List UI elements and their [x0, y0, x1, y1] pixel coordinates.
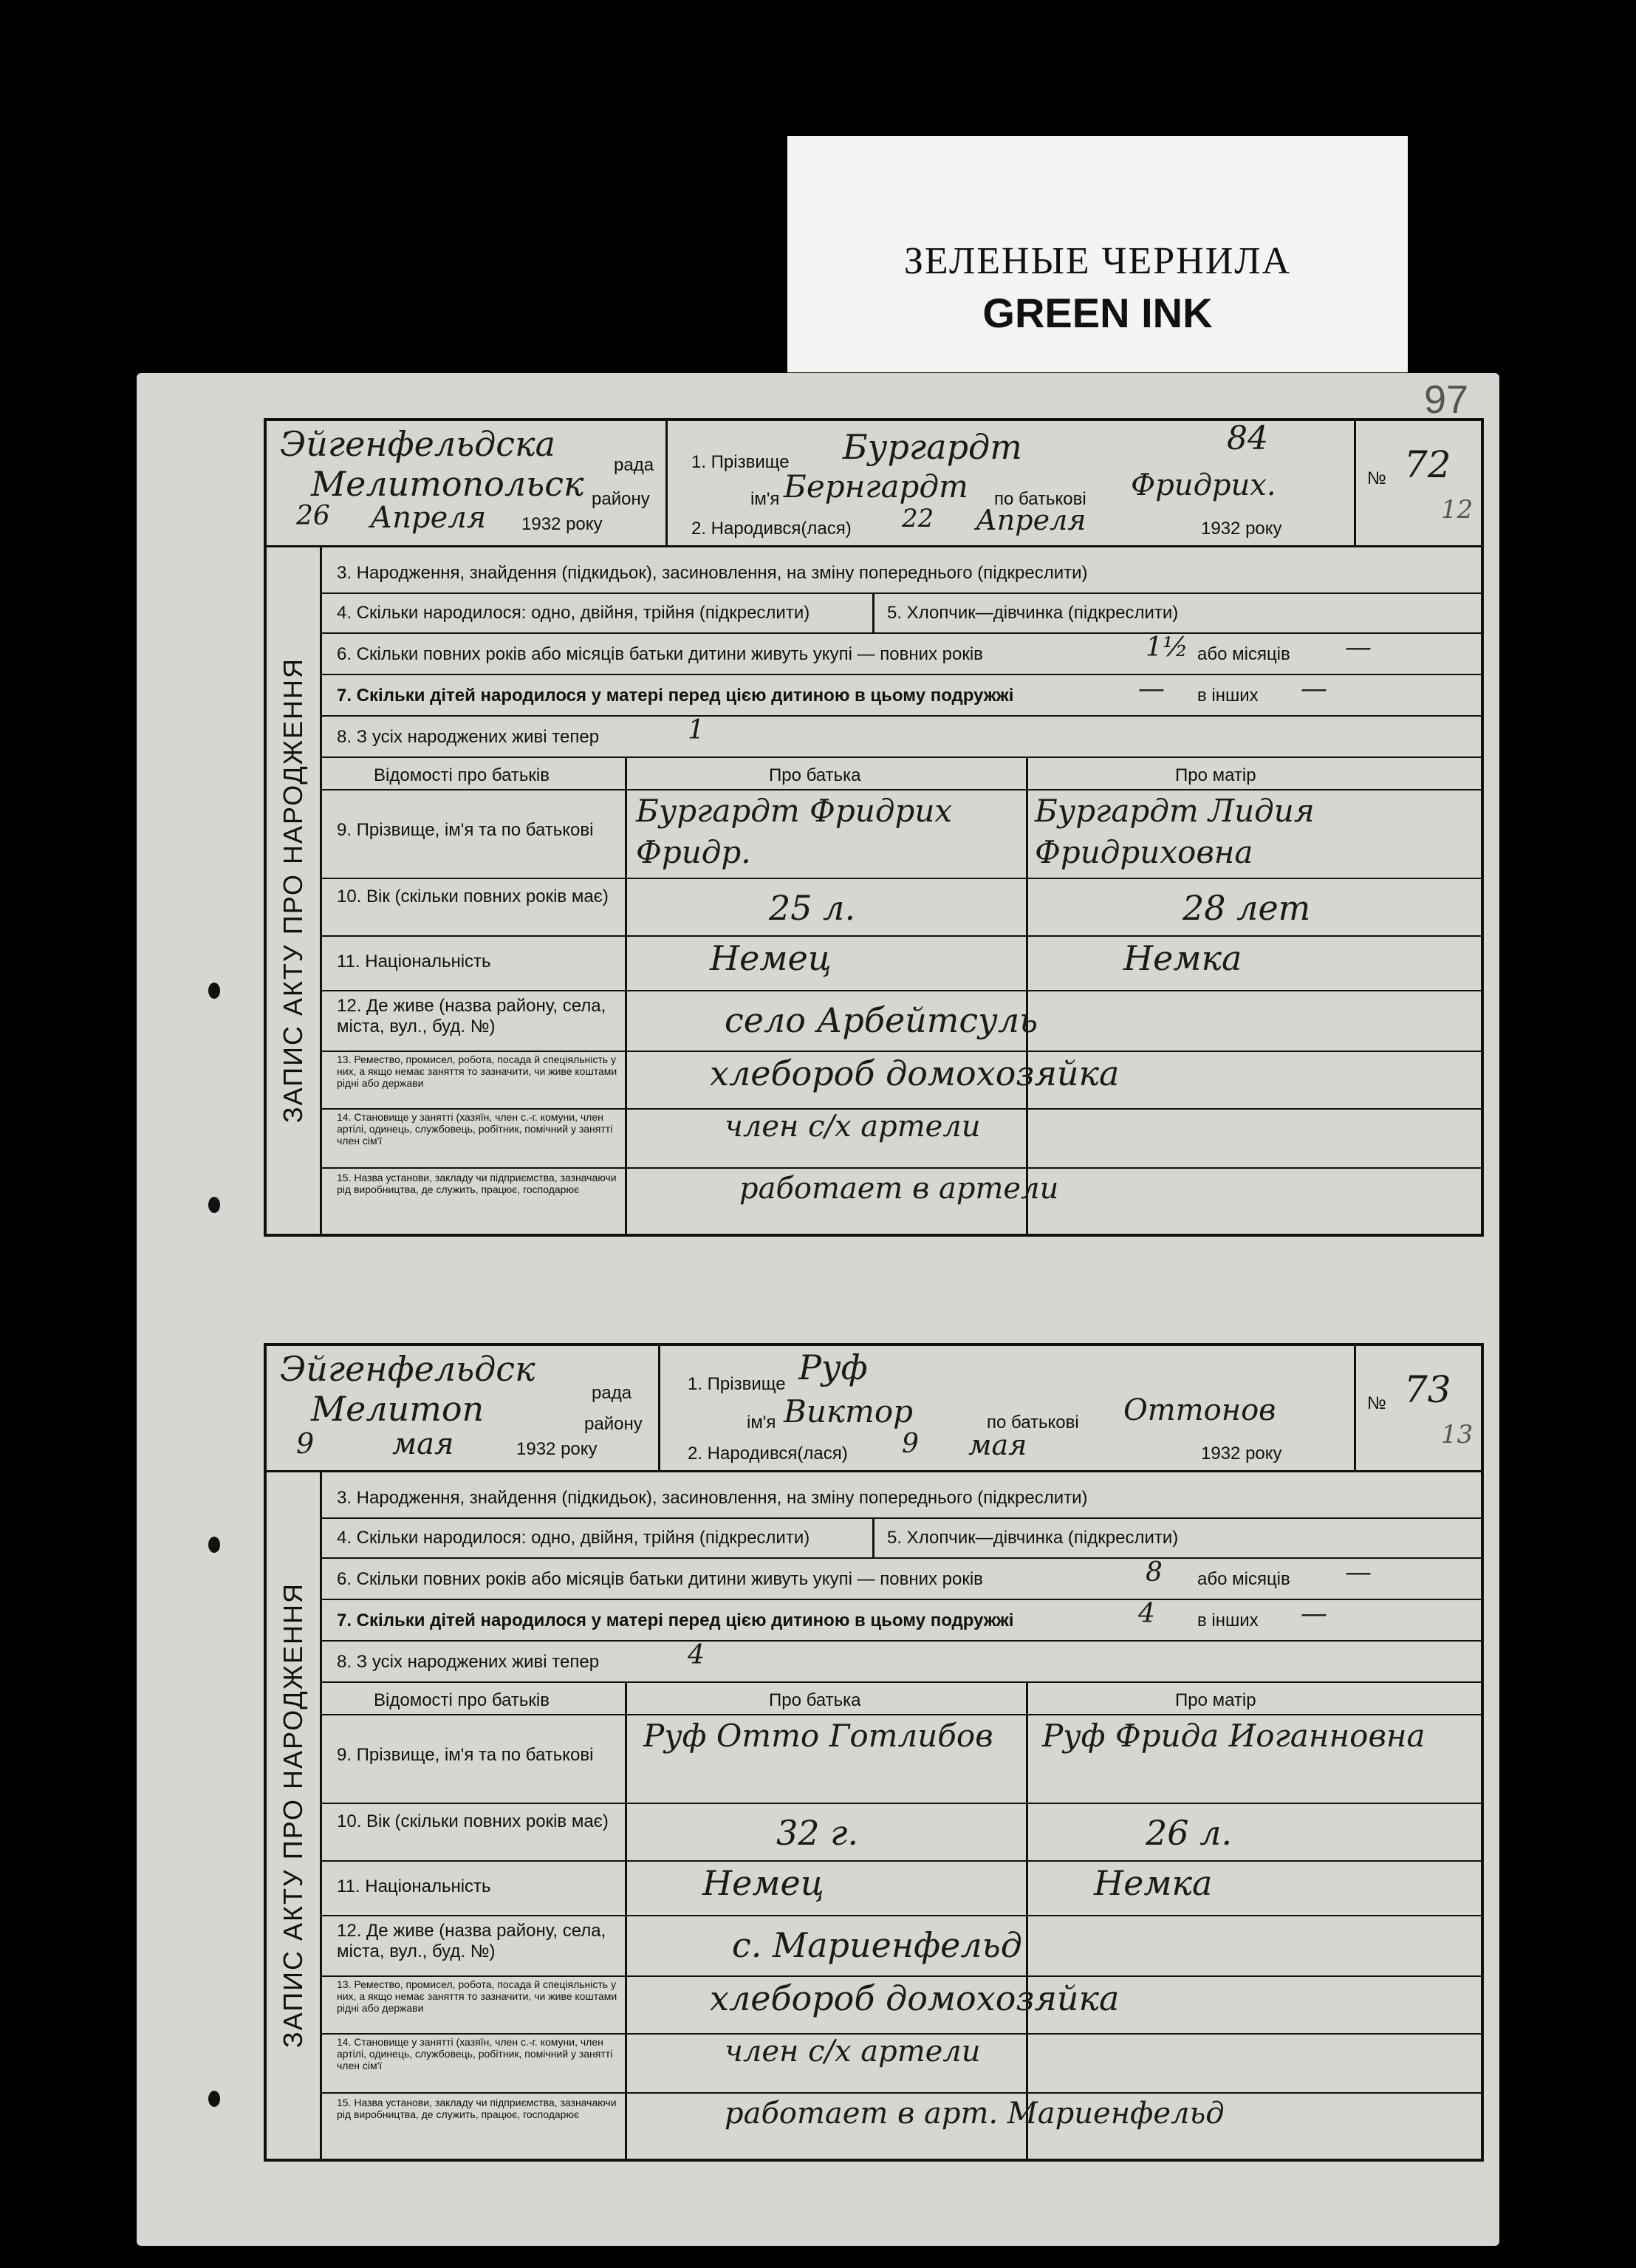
row15: 15. Назва установи, закладу чи підприємства, зазначаючи рід виробництва, де служить, працює, господарює [337, 2097, 617, 2120]
row7b: в інших [1197, 686, 1259, 706]
row6: 6. Скільки повних років або місяців батьки дитини живуть укупі — повних років [337, 644, 983, 664]
year-digit: 2 [551, 514, 561, 534]
rayon-value: Мелитоп [311, 1389, 485, 1429]
mother-nat: Немка [1094, 1863, 1213, 1903]
row4: 4. Скільки народилося: одно, двійня, трійня (підкреслити) [337, 603, 810, 623]
born-roku: року [1245, 519, 1282, 539]
roku-label: року [561, 1439, 598, 1459]
page-number: 97 [1424, 378, 1469, 422]
row6b: або місяців [1197, 1569, 1290, 1589]
father-name: Бургардт Фридрих Фридр. [636, 793, 953, 870]
position: член с/х артели [725, 1110, 981, 1144]
year-prefix: 193 [521, 514, 552, 534]
rada-value: Эйгенфельдск [280, 1349, 535, 1389]
institution: работает в арт. Мариенфельд [725, 2097, 1225, 2131]
row6b: або місяців [1197, 644, 1290, 664]
patronymic-label: по батькові [987, 1413, 1079, 1432]
other-children: — [1301, 1599, 1327, 1629]
h-parents: Відомості про батьків [374, 1690, 550, 1710]
row5: 5. Хлопчик—дівчинка (підкреслити) [887, 603, 1179, 623]
record-subnumber: 13 [1441, 1420, 1474, 1449]
born-label: 2. Народився(лася) [688, 1444, 848, 1463]
row12: 12. Де живе (назва району, села, міста, вул., буд. №) [337, 1921, 606, 1961]
born-month: мая [968, 1429, 1027, 1461]
years-together: 8 [1146, 1557, 1163, 1588]
month-value: мая [392, 1427, 454, 1461]
row3: 3. Народження, знайдення (підкидьок), засиновлення, на зміну попереднього (підкреслити) [337, 1488, 1088, 1508]
mother-name: Руф Фрида Иоганновна [1042, 1718, 1425, 1754]
name-label: ім'я [747, 1413, 776, 1432]
alive-value: 4 [688, 1640, 705, 1670]
extra-number: 84 [1227, 420, 1268, 457]
rayon-label: району [592, 489, 650, 509]
birth-record-2 [264, 1343, 1484, 2162]
record-header [267, 1346, 1481, 1472]
row9: 9. Прізвище, ім'я та по батькові [337, 820, 594, 840]
prev-children: 4 [1138, 1599, 1155, 1629]
birth-record-1 [264, 418, 1484, 1237]
rada-label: рада [614, 455, 654, 475]
patronymic-value: Оттонов [1123, 1393, 1276, 1427]
alive-value: 1 [688, 715, 705, 745]
occupation: хлебороб домохозяйка [710, 1053, 1120, 1093]
patronymic-value: Фридрих. [1131, 468, 1276, 502]
row3: 3. Народження, знайдення (підкидьок), засиновлення, на зміну попереднього (підкреслити) [337, 563, 1088, 583]
mother-age: 28 лет [1182, 888, 1311, 928]
surname-label: 1. Прізвище [691, 452, 790, 472]
row9: 9. Прізвище, ім'я та по батькові [337, 1745, 594, 1765]
surname-value: Руф [798, 1348, 868, 1387]
born-day: 9 [902, 1429, 919, 1459]
rada-value: Эйгенфельдска [280, 424, 555, 464]
rada-label: рада [592, 1383, 632, 1403]
row4: 4. Скільки народилося: одно, двійня, трійня (підкреслити) [337, 1528, 810, 1548]
born-label: 2. Народився(лася) [691, 519, 852, 539]
day-value: 9 [296, 1427, 315, 1460]
born-year-digit: 2 [1231, 1444, 1241, 1463]
row14: 14. Становище у занятті (хазяїн, член с.-г. комуни, член артілі, одинець, службовець, робітник, помічний у занятті член сім'ї [337, 1111, 613, 1147]
side-title [267, 545, 322, 1234]
row13: 13. Ремество, промисел, робота, посада й спеціяльність у них, а якщо немає заняття то зазначити, чи живе коштами рідні або держави [337, 1978, 617, 2014]
row12: 12. Де живе (назва району, села, міста, вул., буд. №) [337, 996, 606, 1036]
ink-label [787, 136, 1408, 372]
born-day: 22 [902, 504, 934, 533]
other-children: — [1301, 674, 1327, 704]
year-prefix: 193 [516, 1439, 547, 1459]
name-label: ім'я [750, 489, 780, 509]
record-number: 73 [1404, 1368, 1451, 1411]
mother-age: 26 л. [1146, 1813, 1233, 1853]
label-ru: ЗЕЛЕНЫЕ ЧЕРНИЛА [903, 240, 1292, 282]
born-year-prefix: 193 [1201, 1444, 1231, 1463]
binding-hole [208, 2091, 220, 2107]
years-together: 1½ [1146, 632, 1188, 663]
month-value: Апреля [370, 501, 487, 535]
occupation: хлебороб домохозяйка [710, 1978, 1120, 2018]
record-header [267, 421, 1481, 547]
row11: 11. Національність [337, 952, 491, 971]
row8: 8. З усіх народжених живі тепер [337, 727, 600, 747]
mother-nat: Немка [1123, 938, 1242, 978]
born-roku: року [1245, 1444, 1282, 1463]
residence: село Арбейтсуль [725, 1000, 1038, 1040]
side-title-text: ЗАПИС АКТУ ПРО НАРОДЖЕННЯ [278, 657, 308, 1123]
father-nat: Немец [710, 938, 832, 978]
binding-hole [208, 983, 220, 999]
binding-hole [208, 1197, 220, 1213]
h-parents: Відомості про батьків [374, 765, 550, 785]
born-month: Апреля [976, 504, 1086, 536]
record-number: 72 [1404, 443, 1451, 486]
born-year-prefix: 193 [1201, 519, 1231, 539]
h-father: Про батька [769, 1690, 861, 1710]
side-title-text: ЗАПИС АКТУ ПРО НАРОДЖЕННЯ [278, 1582, 308, 2048]
row11: 11. Національність [337, 1876, 491, 1896]
label-en: GREEN INK [982, 290, 1213, 336]
num-label: № [1367, 1393, 1386, 1413]
prev-children: — [1138, 674, 1165, 704]
name-value: Бернгардт [784, 468, 968, 505]
row5: 5. Хлопчик—дівчинка (підкреслити) [887, 1528, 1179, 1548]
patronymic-label: по батькові [994, 489, 1086, 509]
surname-value: Бургардт [843, 427, 1022, 467]
row10: 10. Вік (скільки повних років має) [337, 1811, 609, 1831]
row7: 7. Скільки дітей народилося у матері перед цією дитиною в цьому подружжі [337, 1611, 1014, 1630]
row7b: в інших [1197, 1611, 1259, 1630]
born-year-digit: 2 [1231, 519, 1241, 539]
row8: 8. З усіх народжених живі тепер [337, 1652, 600, 1672]
name-value: Виктор [784, 1393, 913, 1430]
residence: с. Мариенфельд [732, 1925, 1022, 1965]
father-age: 25 л. [769, 888, 856, 928]
surname-label: 1. Прізвище [688, 1374, 786, 1394]
row7: 7. Скільки дітей народилося у матері перед цією дитиною в цьому подружжі [337, 686, 1014, 706]
row10: 10. Вік (скільки повних років має) [337, 887, 609, 906]
record-subnumber: 12 [1441, 495, 1474, 525]
h-mother: Про матір [1175, 1690, 1256, 1710]
father-age: 32 г. [776, 1813, 859, 1853]
father-name: Руф Отто Готлибов [643, 1718, 993, 1754]
position: член с/х артели [725, 2035, 981, 2069]
binding-hole [208, 1537, 220, 1553]
side-title [267, 1470, 322, 2159]
row15: 15. Назва установи, закладу чи підприємства, зазначаючи рід виробництва, де служить, працює, господарює [337, 1172, 617, 1195]
row14: 14. Становище у занятті (хазяїн, член с.-г. комуни, член артілі, одинець, службовець, робітник, помічний у занятті член сім'ї [337, 2036, 613, 2071]
rayon-label: району [584, 1414, 643, 1434]
institution: работает в артели [739, 1172, 1059, 1206]
day-value: 26 [296, 501, 330, 531]
h-mother: Про матір [1175, 765, 1256, 785]
months-value: — [1345, 1557, 1372, 1588]
father-nat: Немец [702, 1863, 824, 1903]
h-father: Про батька [769, 765, 861, 785]
months-value: — [1345, 632, 1372, 663]
row6: 6. Скільки повних років або місяців батьки дитини живуть укупі — повних років [337, 1569, 983, 1589]
num-label: № [1367, 468, 1386, 488]
roku-label: року [566, 514, 603, 534]
row13: 13. Ремество, промисел, робота, посада й спеціяльність у них, а якщо немає заняття то зазначити, чи живе коштами рідні або держави [337, 1053, 617, 1089]
year-digit: 2 [546, 1439, 556, 1459]
rayon-value: Мелитопольск [311, 464, 584, 504]
mother-name: Бургардт Лидия Фридриховна [1035, 793, 1315, 870]
